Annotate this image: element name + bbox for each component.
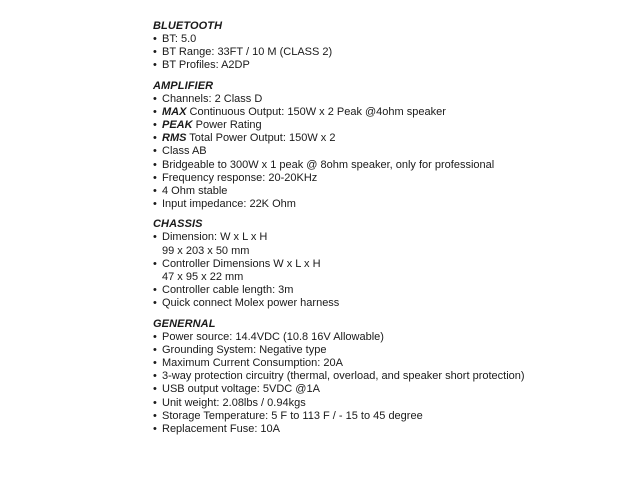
- class-ab-text: Class AB: [162, 145, 207, 158]
- bluetooth-list: [153, 33, 623, 73]
- peak-rating-text: Power Rating: [192, 119, 262, 132]
- bridgeable-text: Bridgeable to 300W x 1 peak @ 8ohm speaker, only for professional: [162, 158, 495, 171]
- fuse-item: [153, 423, 623, 436]
- bullet-icon: •: [153, 33, 157, 45]
- bullet-icon: •: [153, 343, 157, 356]
- ohm-stable-item: [153, 185, 623, 198]
- cable-length-text: Controller cable length: 3m: [162, 284, 294, 297]
- chassis-list: [153, 231, 623, 310]
- frequency-text: Frequency response: 20-20KHz: [162, 171, 318, 184]
- impedance-text: Input impedance: 22K Ohm: [162, 198, 296, 211]
- general-list: [153, 331, 623, 437]
- controller-dimensions-item: [153, 258, 623, 284]
- harness-item: [153, 297, 623, 310]
- chassis-heading: CHASSIS: [153, 218, 203, 231]
- dimension-item: [153, 231, 623, 257]
- bullet-icon: •: [153, 257, 157, 270]
- storage-temp-text: Storage Temperature: 5 F to 113 F / - 15 to 45 degree: [162, 409, 423, 422]
- harness-text: Quick connect Molex power harness: [162, 297, 340, 310]
- bt-range-item: [153, 46, 623, 59]
- bullet-icon: •: [153, 92, 157, 105]
- chassis-section: [153, 218, 623, 310]
- general-section: [153, 318, 623, 437]
- bullet-icon: •: [153, 198, 157, 211]
- dimension-value: 99 x 203 x 50 mm: [162, 244, 250, 257]
- bluetooth-section: [153, 20, 623, 73]
- peak-rating-item: [153, 119, 623, 132]
- bullet-icon: •: [153, 59, 157, 72]
- bullet-icon: •: [153, 119, 157, 132]
- storage-temp-item: [153, 410, 623, 423]
- bullet-icon: •: [153, 357, 157, 370]
- bullet-icon: •: [153, 231, 157, 244]
- protection-text: 3-way protection circuitry (thermal, overload, and speaker short protection): [162, 370, 525, 383]
- bullet-icon: •: [153, 409, 157, 422]
- max-current-item: [153, 357, 623, 370]
- bt-profiles-text: BT Profiles: A2DP: [162, 59, 250, 72]
- power-source-text: Power source: 14.4VDC (10.8 16V Allowable): [162, 330, 384, 343]
- class-ab-item: [153, 145, 623, 158]
- frequency-item: [153, 172, 623, 185]
- bullet-icon: •: [153, 185, 157, 198]
- bullet-icon: •: [153, 383, 157, 396]
- bullet-icon: •: [153, 370, 157, 383]
- protection-item: [153, 370, 623, 383]
- ohm-stable-text: 4 Ohm stable: [162, 185, 228, 198]
- max-output-item: [153, 106, 623, 119]
- bt-profiles-item: [153, 59, 623, 72]
- unit-weight-item: [153, 397, 623, 410]
- max-label: MAX: [162, 105, 187, 118]
- bullet-icon: •: [153, 396, 157, 409]
- channels-text: Channels: 2 Class D: [162, 92, 263, 105]
- bt-version-text: BT: 5.0: [162, 33, 197, 45]
- bt-version-item: [153, 33, 623, 46]
- bullet-icon: •: [153, 297, 157, 310]
- bt-range-text: BT Range: 33FT / 10 M (CLASS 2): [162, 46, 333, 59]
- bullet-icon: •: [153, 105, 157, 118]
- bullet-icon: •: [153, 132, 157, 145]
- cable-length-item: [153, 284, 623, 297]
- usb-output-text: USB output voltage: 5VDC @1A: [162, 383, 320, 396]
- bullet-icon: •: [153, 158, 157, 171]
- amplifier-list: [153, 93, 623, 212]
- rms-output-item: [153, 132, 623, 145]
- bullet-icon: •: [153, 46, 157, 59]
- fuse-text: Replacement Fuse: 10A: [162, 423, 281, 436]
- amplifier-section: [153, 80, 623, 212]
- unit-weight-text: Unit weight: 2.08lbs / 0.94kgs: [162, 396, 306, 409]
- usb-output-item: [153, 383, 623, 396]
- grounding-item: [153, 344, 623, 357]
- bridgeable-item: [153, 159, 623, 172]
- bullet-icon: •: [153, 284, 157, 297]
- impedance-item: [153, 198, 623, 211]
- power-source-item: [153, 331, 623, 344]
- bullet-icon: •: [153, 171, 157, 184]
- max-current-text: Maximum Current Consumption: 20A: [162, 357, 343, 370]
- channels-item: [153, 93, 623, 106]
- dimension-text: Dimension: W x L x H: [162, 231, 268, 244]
- bullet-icon: •: [153, 423, 157, 436]
- amplifier-heading: AMPLIFIER: [153, 79, 214, 92]
- bullet-icon: •: [153, 145, 157, 158]
- bluetooth-heading: BLUETOOTH: [153, 20, 223, 32]
- grounding-text: Grounding System: Negative type: [162, 343, 327, 356]
- spec-sheet: [153, 20, 623, 436]
- controller-dimensions-text: Controller Dimensions W x L x H: [162, 257, 321, 270]
- bullet-icon: •: [153, 330, 157, 343]
- controller-dimensions-value: 47 x 95 x 22 mm: [162, 271, 244, 284]
- peak-label: PEAK: [162, 119, 193, 132]
- general-heading: GENERNAL: [153, 317, 216, 330]
- max-output-text: Continuous Output: 150W x 2 Peak @4ohm speaker: [186, 105, 446, 118]
- rms-output-text: Total Power Output: 150W x 2: [186, 132, 336, 145]
- rms-label: RMS: [162, 132, 187, 145]
